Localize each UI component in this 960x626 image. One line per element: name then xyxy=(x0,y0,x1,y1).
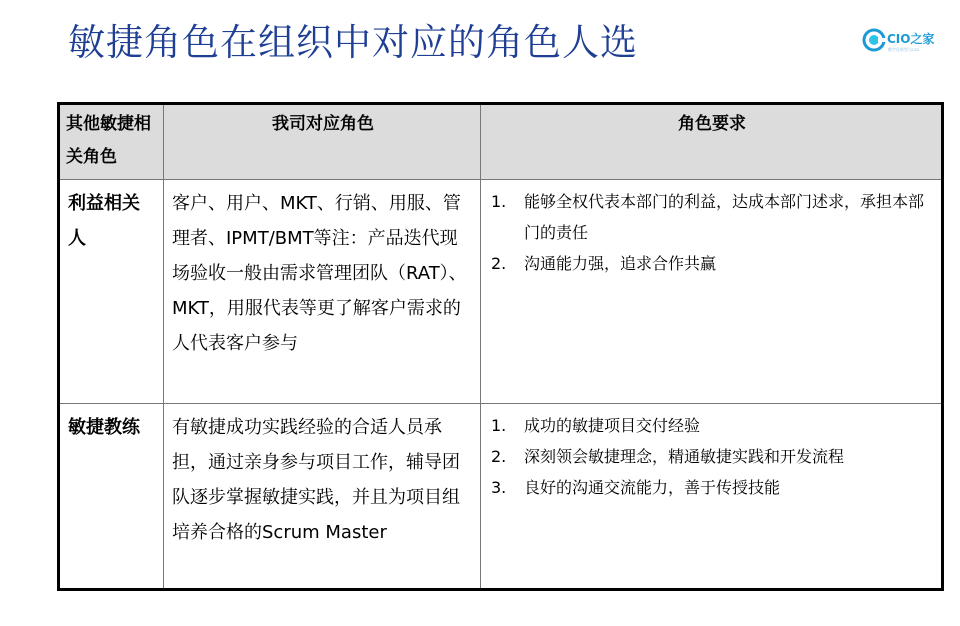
table-header-row xyxy=(59,104,943,180)
role-name: 利益相关人 xyxy=(59,180,164,404)
table-row xyxy=(59,404,943,590)
role-requirements xyxy=(481,404,943,590)
list-item: 3. 良好的沟通交流能力，善于传授技能 xyxy=(491,478,781,497)
list-item: 1. 成功的敏捷项目交付经验 xyxy=(491,416,701,435)
logo-subtitle: 数字化转型与CIO xyxy=(888,47,920,52)
header-role-requirements: 角色要求 xyxy=(481,104,943,180)
roles-table xyxy=(57,102,944,591)
list-item: 1. 能够全权代表本部门的利益，达成本部门述求，承担本部门的责任 xyxy=(491,192,925,242)
cio-logo xyxy=(862,28,942,58)
role-mapping: 客户、用户、MKT、行销、用服、管理者、IPMT/BMT等注：产品迭代现场验收一般由需求管理团队（RAT）、MKT，用服代表等更了解客户需求的人代表客户参与 xyxy=(164,180,481,404)
cio-logo-icon xyxy=(862,28,886,52)
logo-text: CIO之家 xyxy=(887,32,935,46)
role-name: 敏捷教练 xyxy=(59,404,164,590)
requirements-list xyxy=(489,186,931,279)
list-item: 2. 深刻领会敏捷理念，精通敏捷实践和开发流程 xyxy=(491,447,845,466)
list-item: 2. 沟通能力强，追求合作共赢 xyxy=(491,254,717,273)
role-requirements xyxy=(481,180,943,404)
role-mapping: 有敏捷成功实践经验的合适人员承担，通过亲身参与项目工作，辅导团队逐步掌握敏捷实践，并且为项目组培养合格的Scrum Master xyxy=(164,404,481,590)
header-other-agile-roles: 其他敏捷相关角色 xyxy=(59,104,164,180)
header-company-role: 我司对应角色 xyxy=(164,104,481,180)
page-title: 敏捷角色在组织中对应的角色人选 xyxy=(68,21,638,64)
table-row xyxy=(59,180,943,404)
requirements-list xyxy=(489,410,931,503)
